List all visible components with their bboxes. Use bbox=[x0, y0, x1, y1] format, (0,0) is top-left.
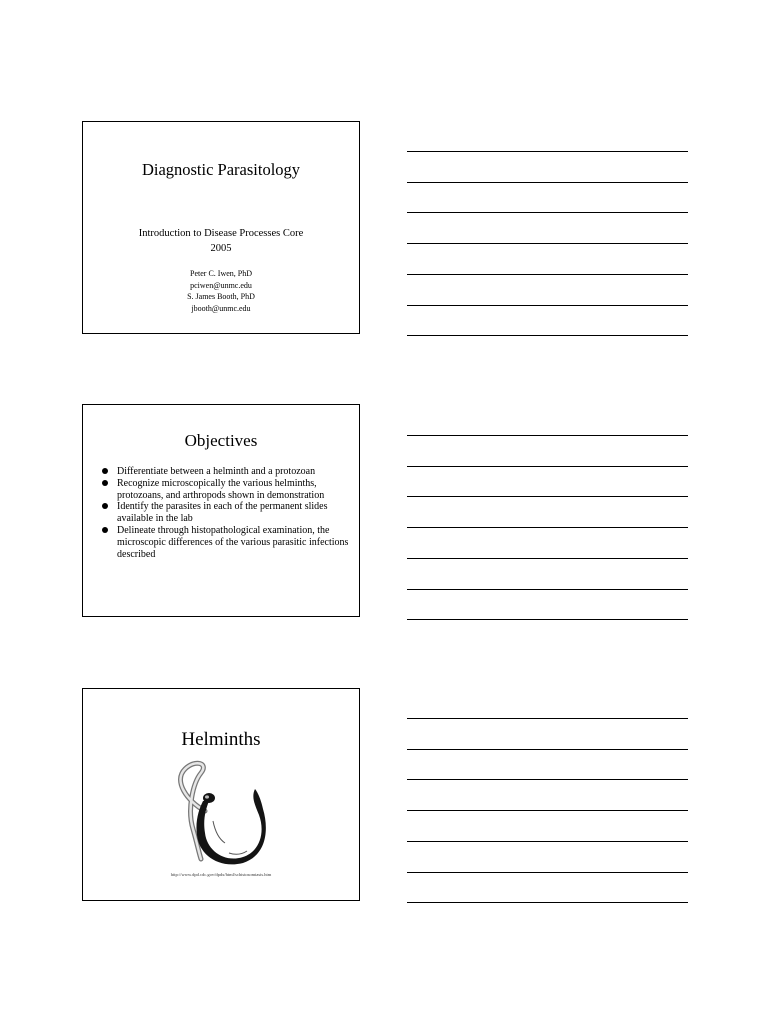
image-source-url: http://www.dpd.cdc.gov/dpdx/html/schistosomiasis.htm bbox=[170, 872, 272, 877]
note-line bbox=[407, 810, 688, 811]
note-line bbox=[407, 182, 688, 183]
bullet-text: Recognize microscopically the various helminths, protozoans, and arthropods shown in demonstration bbox=[117, 477, 325, 501]
note-line bbox=[407, 558, 688, 559]
note-line bbox=[407, 212, 688, 213]
bullet-icon bbox=[102, 527, 108, 533]
note-line bbox=[407, 335, 688, 336]
note-line bbox=[407, 496, 688, 497]
slide-title: Helminths bbox=[181, 729, 261, 750]
note-line bbox=[407, 274, 688, 275]
note-line bbox=[407, 589, 688, 590]
note-line bbox=[407, 527, 688, 528]
bullet-icon bbox=[102, 503, 108, 509]
list-item bbox=[93, 466, 349, 478]
note-line bbox=[407, 435, 688, 436]
note-line bbox=[407, 718, 688, 719]
list-item bbox=[93, 525, 349, 560]
note-line bbox=[407, 619, 688, 620]
bullet-icon bbox=[102, 468, 108, 474]
note-line bbox=[407, 779, 688, 780]
note-line bbox=[407, 749, 688, 750]
author-name: Peter C. Iwen, PhD bbox=[190, 269, 252, 278]
slide-title: Objectives bbox=[184, 431, 258, 450]
note-line bbox=[407, 841, 688, 842]
objectives-list bbox=[93, 466, 349, 560]
note-line bbox=[407, 243, 688, 244]
list-item bbox=[93, 478, 349, 502]
list-item bbox=[93, 501, 349, 525]
schistosome-worm-pair-image bbox=[169, 759, 269, 867]
note-line bbox=[407, 305, 688, 306]
helminths-slide bbox=[82, 688, 360, 901]
slide-subtitle bbox=[83, 226, 359, 256]
bullet-icon bbox=[102, 480, 108, 486]
author-name: S. James Booth, PhD bbox=[187, 292, 255, 301]
note-line bbox=[407, 872, 688, 873]
author-email: pciwen@unmc.edu bbox=[190, 280, 252, 290]
note-line bbox=[407, 466, 688, 467]
title-slide bbox=[82, 121, 360, 334]
subtitle-line: Introduction to Disease Processes Core bbox=[138, 228, 304, 239]
bullet-text: Differentiate between a helminth and a protozoan bbox=[117, 466, 316, 477]
author-email: jbooth@unmc.edu bbox=[191, 303, 251, 313]
bullet-text: Identify the parasites in each of the permanent slides available in the lab bbox=[117, 501, 328, 525]
note-line bbox=[407, 902, 688, 903]
subtitle-year: 2005 bbox=[210, 243, 232, 254]
bullet-text: Delineate through histopathological examination, the microscopic differences of the various parasitic infections described bbox=[117, 524, 349, 560]
slide-title: Diagnostic Parasitology bbox=[141, 160, 301, 179]
author-list bbox=[83, 268, 359, 314]
objectives-slide bbox=[82, 404, 360, 617]
note-line bbox=[407, 151, 688, 152]
